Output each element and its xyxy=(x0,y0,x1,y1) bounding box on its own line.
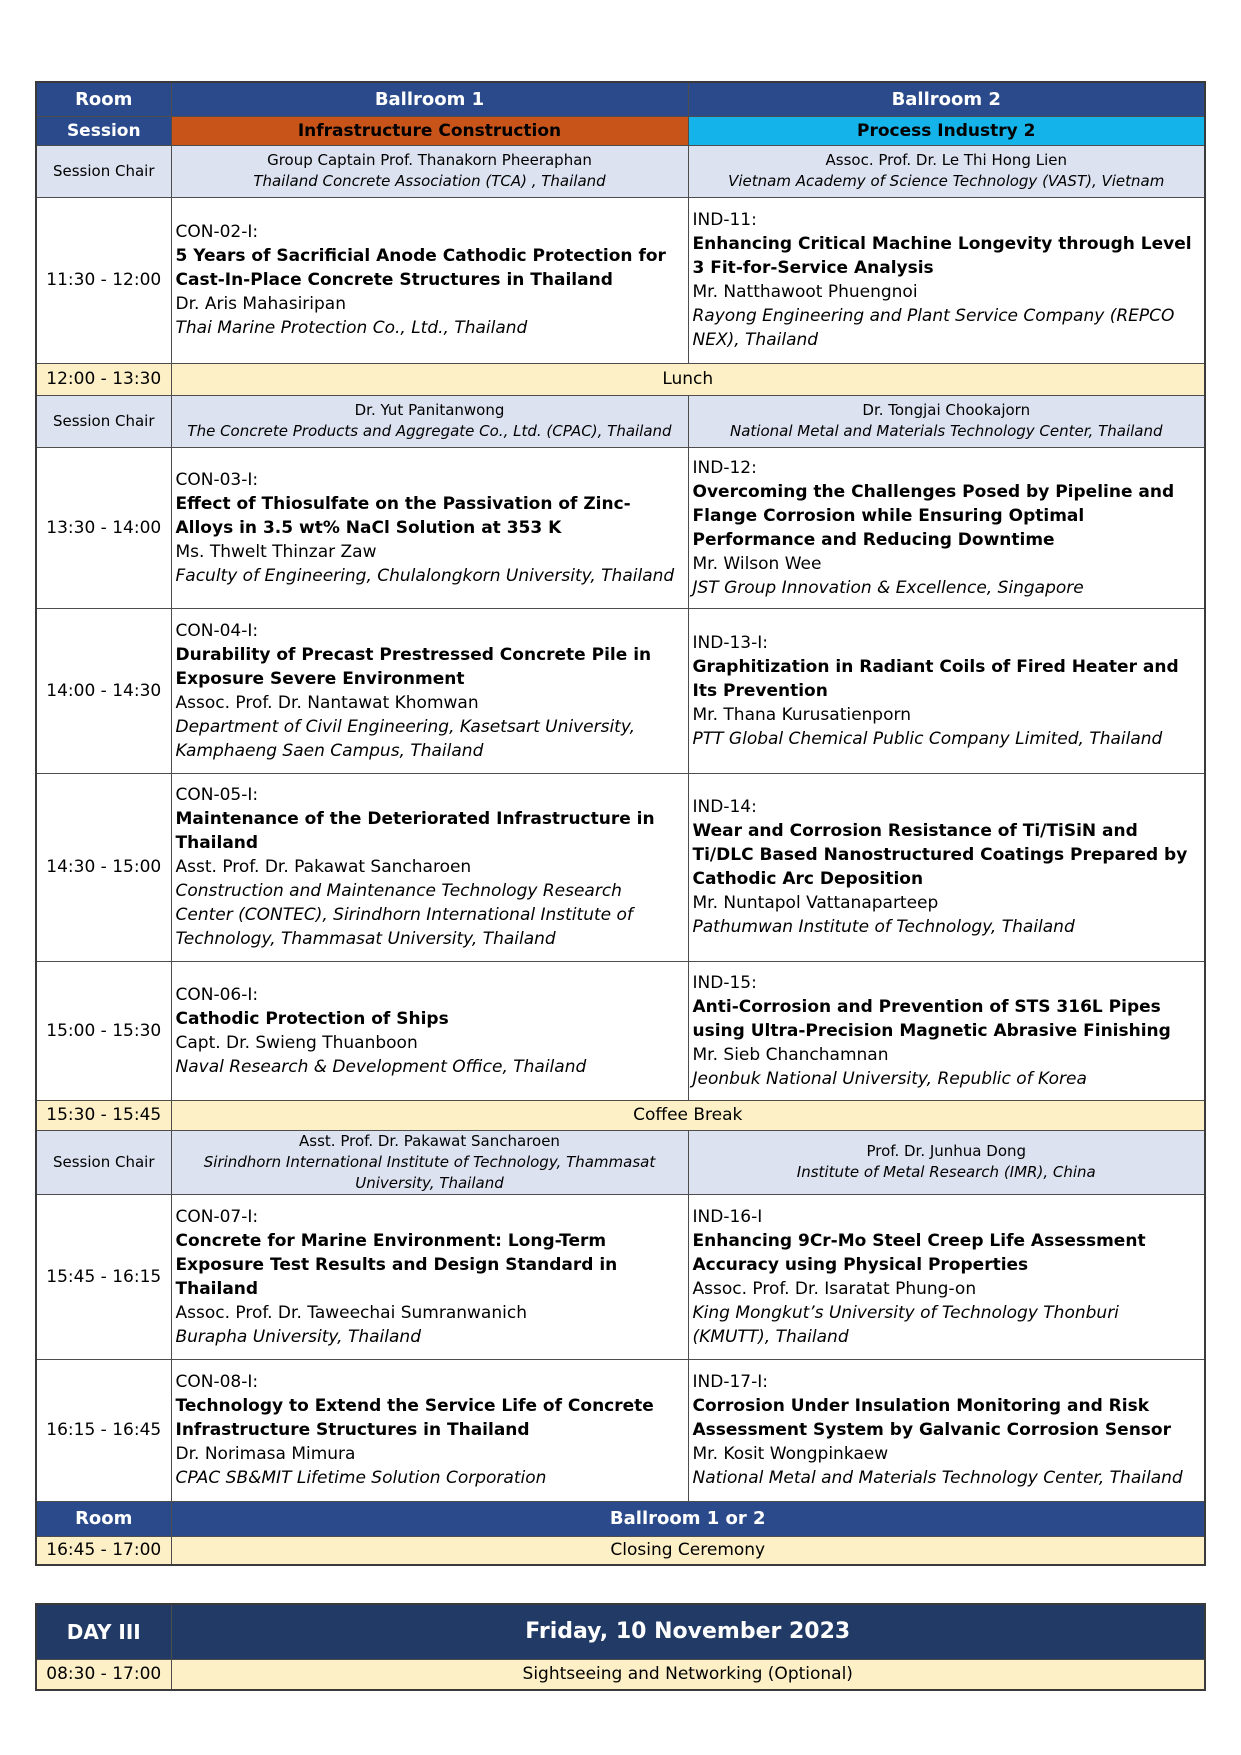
time-slot: 15:00 - 15:30 xyxy=(36,961,171,1100)
break-time: 16:45 - 17:00 xyxy=(36,1536,171,1565)
break-time: 15:30 - 15:45 xyxy=(36,1100,171,1130)
session-chair-row xyxy=(36,145,1205,197)
presentation-cell xyxy=(171,1359,688,1501)
chair-name: Dr. Yut Panitanwong xyxy=(354,401,505,419)
presentation-title: Effect of Thiosulfate on the Passivation of Zinc-Alloys in 3.5 wt% NaCl Solution at 353 K xyxy=(175,493,631,538)
presentation-cell xyxy=(171,961,688,1100)
presentation-code: CON-07-I: xyxy=(175,1206,259,1227)
speaker-affiliation: CPAC SB&MIT Lifetime Solution Corporation xyxy=(175,1468,547,1488)
presentation-cell xyxy=(688,1194,1205,1359)
session-chair-cell xyxy=(171,395,688,447)
presentation-cell xyxy=(688,961,1205,1100)
speaker-name: Asst. Prof. Dr. Pakawat Sancharoen xyxy=(175,857,472,877)
session-chair-label: Session Chair xyxy=(36,395,171,447)
presentation-cell xyxy=(171,773,688,961)
session-row xyxy=(36,116,1205,145)
presentation-title: Maintenance of the Deteriorated Infrastructure in Thailand xyxy=(175,809,655,853)
time-slot: 11:30 - 12:00 xyxy=(36,197,171,363)
speaker-affiliation: Faculty of Engineering, Chulalongkorn University, Thailand xyxy=(175,565,675,586)
session-chair-cell xyxy=(171,145,688,197)
presentation-title: Enhancing 9Cr-Mo Steel Creep Life Assessment Accuracy using Physical Properties xyxy=(692,1230,1146,1275)
break-row xyxy=(36,1100,1205,1130)
chair-affiliation: Thailand Concrete Association (TCA) , Thailand xyxy=(253,172,606,190)
presentation-title: Overcoming the Challenges Posed by Pipeline and Flange Corrosion while Ensuring Optimal Performance and Reducing Downtime xyxy=(692,481,1175,550)
track-process-industry-2: Process Industry 2 xyxy=(688,116,1205,145)
presentation-code: CON-02-I: xyxy=(175,222,259,242)
session-chair-label: Session Chair xyxy=(36,145,171,197)
speaker-name: Mr. Natthawoot Phuengnoi xyxy=(692,282,918,302)
closing-room-heading: Ballroom 1 or 2 xyxy=(171,1501,1205,1536)
day-three-table xyxy=(35,1603,1206,1691)
presentation-title: Durability of Precast Prestressed Concrete Pile in Exposure Severe Environment xyxy=(175,644,652,689)
chair-affiliation: National Metal and Materials Technology Center, Thailand xyxy=(729,422,1163,440)
speaker-affiliation: Naval Research & Development Office, Thailand xyxy=(175,1056,587,1077)
activity-label: Sightseeing and Networking (Optional) xyxy=(171,1659,1205,1690)
speaker-affiliation: Burapha University, Thailand xyxy=(175,1326,421,1347)
presentation-cell xyxy=(688,1359,1205,1501)
talk-row xyxy=(36,961,1205,1100)
time-slot: 16:15 - 16:45 xyxy=(36,1359,171,1501)
presentation-code: CON-08-I: xyxy=(175,1372,259,1392)
presentation-title: Cathodic Protection of Ships xyxy=(175,1008,449,1029)
session-chair-cell xyxy=(688,1130,1205,1194)
presentation-code: CON-06-I: xyxy=(175,984,259,1005)
presentation-code: IND-17-I: xyxy=(692,1372,768,1392)
presentation-title: Concrete for Marine Environment: Long-Term Exposure Test Results and Design Standard in Thailand xyxy=(175,1230,618,1299)
day-three-header-row xyxy=(36,1604,1205,1659)
speaker-name: Capt. Dr. Swieng Thuanboon xyxy=(175,1032,418,1053)
speaker-affiliation: JST Group Innovation & Excellence, Singapore xyxy=(692,577,1084,598)
presentation-cell xyxy=(171,1194,688,1359)
speaker-name: Mr. Kosit Wongpinkaew xyxy=(692,1444,889,1464)
room-label: Room xyxy=(36,82,171,116)
speaker-name: Assoc. Prof. Dr. Isaratat Phung-on xyxy=(692,1278,977,1299)
session-label: Session xyxy=(36,116,171,145)
day-date: Friday, 10 November 2023 xyxy=(171,1604,1205,1659)
speaker-affiliation: Thai Marine Protection Co., Ltd., Thailand xyxy=(175,318,528,338)
time-slot: 13:30 - 14:00 xyxy=(36,447,171,608)
speaker-name: Dr. Norimasa Mimura xyxy=(175,1444,356,1464)
speaker-name: Assoc. Prof. Dr. Nantawat Khomwan xyxy=(175,692,479,713)
presentation-cell xyxy=(688,608,1205,773)
presentation-code: IND-16-I xyxy=(692,1206,763,1227)
time-slot: 14:30 - 15:00 xyxy=(36,773,171,961)
speaker-name: Mr. Sieb Chanchamnan xyxy=(692,1044,889,1065)
presentation-title: Corrosion Under Insulation Monitoring and Risk Assessment System by Galvanic Corrosion Sensor xyxy=(692,1396,1171,1440)
chair-name: Group Captain Prof. Thanakorn Pheeraphan xyxy=(267,151,592,169)
presentation-cell xyxy=(688,447,1205,608)
presentation-cell xyxy=(171,197,688,363)
room-label: Room xyxy=(36,1501,171,1536)
speaker-name: Dr. Aris Mahasiripan xyxy=(175,294,346,314)
presentation-title: 5 Years of Sacrificial Anode Cathodic Protection for Cast-In-Place Concrete Structures in Thailand xyxy=(175,246,666,290)
chair-name: Dr. Tongjai Chookajorn xyxy=(862,401,1031,419)
break-row xyxy=(36,363,1205,395)
ballroom-1-heading: Ballroom 1 xyxy=(171,82,688,116)
presentation-code: IND-11: xyxy=(692,210,757,230)
talk-row xyxy=(36,608,1205,773)
presentation-code: IND-15: xyxy=(692,972,757,993)
presentation-cell xyxy=(688,197,1205,363)
talk-row xyxy=(36,1359,1205,1501)
presentation-code: CON-04-I: xyxy=(175,620,259,641)
speaker-affiliation: National Metal and Materials Technology Center, Thailand xyxy=(692,1468,1183,1488)
speaker-affiliation: PTT Global Chemical Public Company Limited, Thailand xyxy=(692,728,1163,749)
speaker-name: Assoc. Prof. Dr. Taweechai Sumranwanich xyxy=(175,1302,527,1323)
break-label: Coffee Break xyxy=(171,1100,1205,1130)
session-chair-row xyxy=(36,395,1205,447)
speaker-affiliation: Rayong Engineering and Plant Service Company (REPCO NEX), Thailand xyxy=(692,306,1175,350)
talk-row xyxy=(36,197,1205,363)
chair-affiliation: Vietnam Academy of Science Technology (VAST), Vietnam xyxy=(728,172,1165,190)
break-time: 12:00 - 13:30 xyxy=(36,363,171,395)
presentation-title: Anti-Corrosion and Prevention of STS 316L Pipes using Ultra-Precision Magnetic Abrasive Finishing xyxy=(692,996,1171,1041)
chair-name: Prof. Dr. Junhua Dong xyxy=(866,1142,1027,1160)
presentation-cell xyxy=(171,608,688,773)
day-three-activity-row xyxy=(36,1659,1205,1690)
speaker-affiliation: King Mongkut’s University of Technology Thonburi (KMUTT), Thailand xyxy=(692,1302,1119,1347)
session-chair-row xyxy=(36,1130,1205,1194)
closing-ceremony-label: Closing Ceremony xyxy=(171,1536,1205,1565)
speaker-name: Mr. Thana Kurusatienporn xyxy=(692,704,911,725)
chair-affiliation: Sirindhorn International Institute of Technology, Thammasat University, Thailand xyxy=(203,1152,656,1192)
speaker-affiliation: Pathumwan Institute of Technology, Thailand xyxy=(692,917,1075,937)
chair-affiliation: Institute of Metal Research (IMR), China xyxy=(796,1163,1096,1181)
presentation-code: IND-12: xyxy=(692,457,757,478)
speaker-affiliation: Construction and Maintenance Technology Research Center (CONTEC), Sirindhorn International Institute of Technology, Thammasat University, Thailand xyxy=(175,881,633,949)
talk-row xyxy=(36,773,1205,961)
presentation-cell xyxy=(688,773,1205,961)
chair-name: Assoc. Prof. Dr. Le Thi Hong Lien xyxy=(825,151,1067,169)
presentation-code: CON-03-I: xyxy=(175,469,259,490)
speaker-name: Mr. Nuntapol Vattanaparteep xyxy=(692,893,939,913)
talk-row xyxy=(36,447,1205,608)
room-header-row xyxy=(36,82,1205,116)
presentation-title: Wear and Corrosion Resistance of Ti/TiSiN and Ti/DLC Based Nanostructured Coatings Prepared by Cathodic Arc Deposition xyxy=(692,821,1188,889)
speaker-name: Mr. Wilson Wee xyxy=(692,553,822,574)
time-slot: 15:45 - 16:15 xyxy=(36,1194,171,1359)
session-chair-cell xyxy=(688,395,1205,447)
chair-affiliation: The Concrete Products and Aggregate Co., Ltd. (CPAC), Thailand xyxy=(187,422,672,440)
speaker-affiliation: Jeonbuk National University, Republic of Korea xyxy=(692,1068,1087,1089)
break-label: Lunch xyxy=(171,363,1205,395)
presentation-cell xyxy=(171,447,688,608)
closing-room-header-row xyxy=(36,1501,1205,1536)
speaker-affiliation: Department of Civil Engineering, Kasetsart University, Kamphaeng Saen Campus, Thailand xyxy=(175,716,635,761)
presentation-title: Graphitization in Radiant Coils of Fired Heater and Its Prevention xyxy=(692,656,1179,701)
talk-row xyxy=(36,1194,1205,1359)
ballroom-2-heading: Ballroom 2 xyxy=(688,82,1205,116)
presentation-title: Technology to Extend the Service Life of Concrete Infrastructure Structures in Thailand xyxy=(175,1396,654,1440)
activity-time: 08:30 - 17:00 xyxy=(36,1659,171,1690)
closing-ceremony-row xyxy=(36,1536,1205,1565)
presentation-code: CON-05-I: xyxy=(175,785,259,805)
time-slot: 14:00 - 14:30 xyxy=(36,608,171,773)
presentation-code: IND-14: xyxy=(692,797,757,817)
day-label: DAY III xyxy=(36,1604,171,1659)
session-chair-cell xyxy=(171,1130,688,1194)
chair-name: Asst. Prof. Dr. Pakawat Sancharoen xyxy=(299,1131,560,1150)
speaker-name: Ms. Thwelt Thinzar Zaw xyxy=(175,541,377,562)
session-chair-label: Session Chair xyxy=(36,1130,171,1194)
presentation-code: IND-13-I: xyxy=(692,632,768,653)
track-infrastructure-construction: Infrastructure Construction xyxy=(171,116,688,145)
presentation-title: Enhancing Critical Machine Longevity through Level 3 Fit-for-Service Analysis xyxy=(692,234,1192,278)
schedule-table xyxy=(35,81,1206,1566)
session-chair-cell xyxy=(688,145,1205,197)
